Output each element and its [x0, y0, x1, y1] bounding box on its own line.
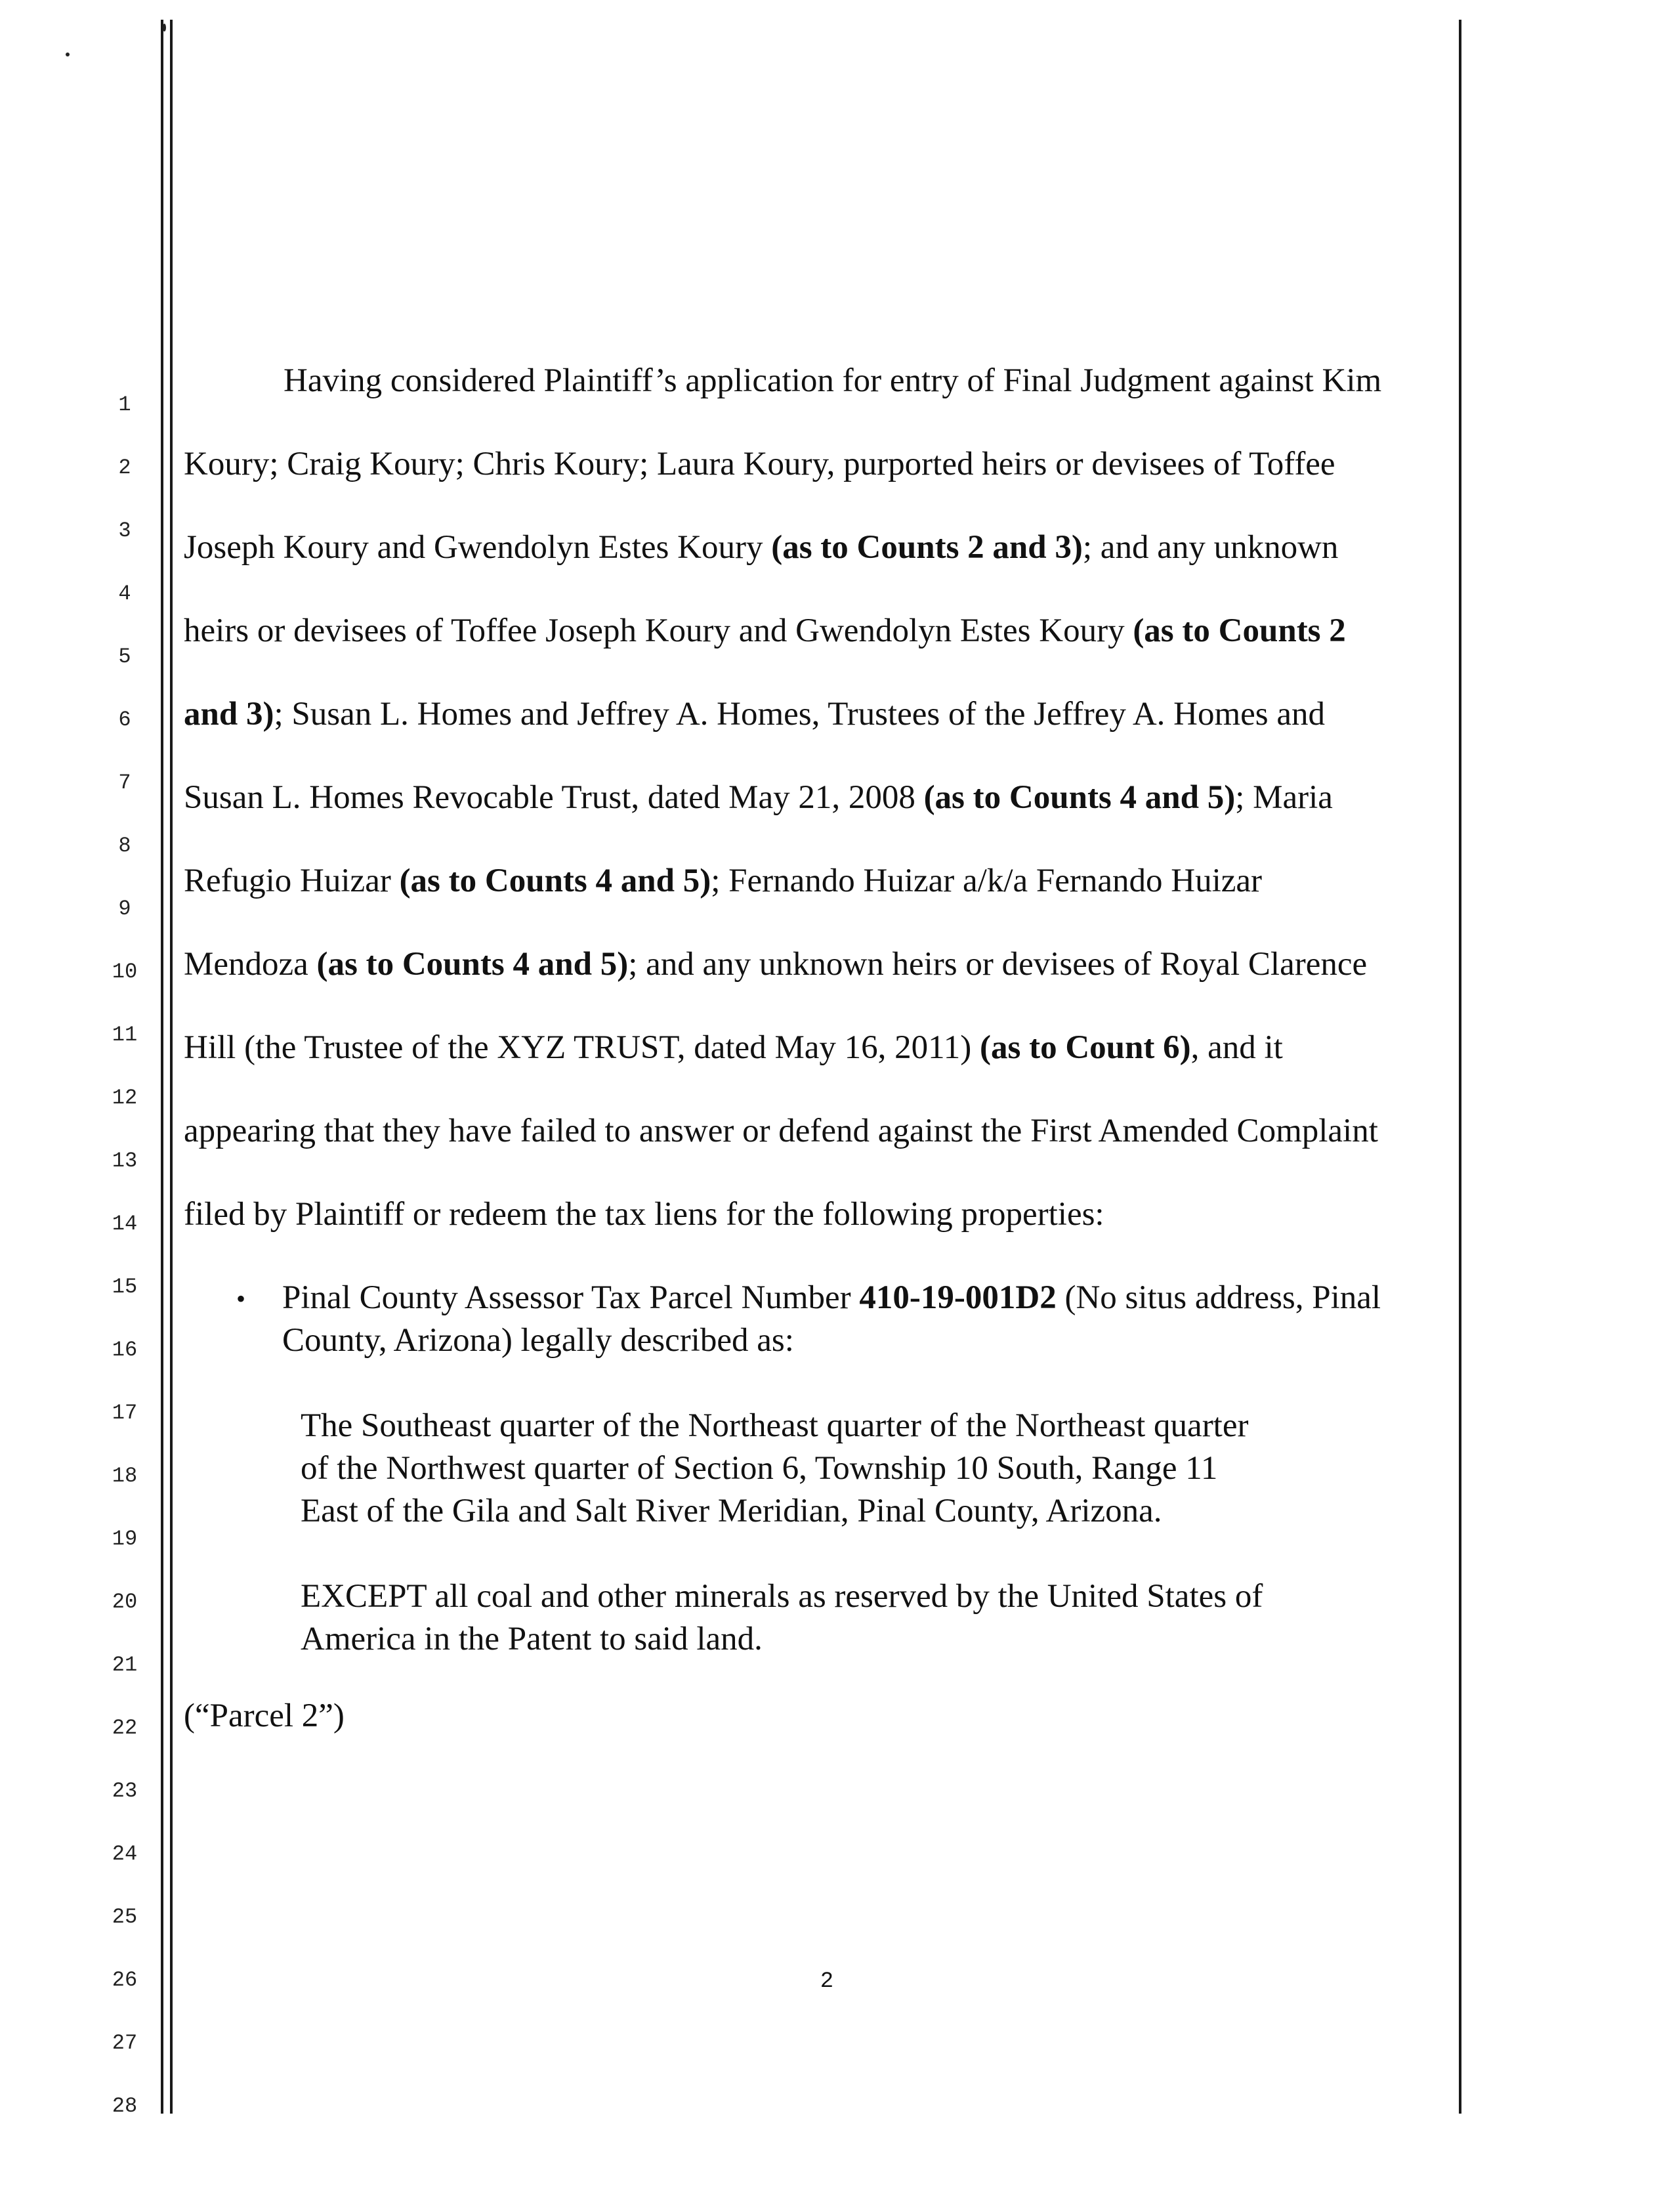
paragraph-text: appearing that they have failed to answer or defend against the First Amended Complaint [184, 1113, 1378, 1149]
line-number: 2 [118, 456, 131, 480]
line-number: 18 [112, 1464, 138, 1488]
line-number: 9 [118, 897, 131, 921]
bullet-line: County, Arizona) legally described as: [282, 1322, 794, 1359]
paragraph-text: ; Maria [1235, 779, 1333, 816]
paragraph-line [184, 780, 1460, 815]
legal-description-line: of the Northwest quarter of Section 6, Township 10 South, Range 11 [301, 1450, 1218, 1487]
count-reference: (as to Counts 4 and 5) [399, 863, 711, 899]
bullet-text: Pinal County Assessor Tax Parcel Number [282, 1279, 851, 1316]
paragraph-line [284, 363, 1560, 398]
line-number: 22 [112, 1716, 138, 1740]
paragraph-line [184, 696, 1460, 732]
line-number: 7 [118, 771, 131, 795]
left-margin-rule-outer [161, 20, 163, 2114]
scan-speck [66, 53, 70, 56]
line-number: 13 [112, 1149, 138, 1173]
paragraph-text: ; and any unknown heirs or devisees of Royal Clarence [628, 946, 1368, 983]
paragraph-line [184, 863, 1460, 899]
count-reference: (as to Count 6) [980, 1029, 1191, 1066]
paragraph-line [184, 530, 1460, 565]
line-number: 26 [112, 1968, 138, 1992]
line-number: 8 [118, 834, 131, 858]
paragraph-text: heirs or devisees of Toffee Joseph Koury and Gwendolyn Estes Koury [184, 612, 1125, 649]
legal-exception-line: America in the Patent to said land. [301, 1621, 763, 1657]
legal-exception-line: EXCEPT all coal and other minerals as reserved by the United States of [301, 1578, 1263, 1615]
line-number: 21 [112, 1653, 138, 1677]
line-number: 27 [112, 2031, 138, 2055]
legal-description-line: East of the Gila and Salt River Meridian, Pinal County, Arizona. [301, 1493, 1162, 1529]
paragraph-text: Joseph Koury and Gwendolyn Estes Koury [184, 529, 763, 566]
right-margin-rule [1459, 20, 1461, 2114]
bullet-text: (No situs address, Pinal [1064, 1279, 1381, 1316]
parcel-label: (“Parcel 2”) [184, 1697, 345, 1734]
bullet-marker: • [236, 1284, 246, 1313]
parcel-number: 410-19-001D2 [859, 1279, 1057, 1316]
paragraph-text: Refugio Huizar [184, 863, 391, 899]
paragraph-text: ; and any unknown [1082, 529, 1339, 566]
paragraph-text: Koury; Craig Koury; Chris Koury; Laura Koury, purported heirs or devisees of Toffee [184, 446, 1335, 482]
paragraph-text: Susan L. Homes Revocable Trust, dated May 21, 2008 [184, 779, 915, 816]
line-number: 20 [112, 1590, 138, 1614]
paragraph-text: , and it [1190, 1029, 1283, 1066]
line-number: 11 [112, 1023, 138, 1047]
count-reference: (as to Counts 4 and 5) [923, 779, 1236, 816]
line-number: 23 [112, 1779, 138, 1803]
line-number: 5 [118, 645, 131, 669]
legal-exception [301, 1575, 1263, 1661]
line-number: 14 [112, 1212, 138, 1236]
line-number: 24 [112, 1842, 138, 1866]
line-number: 17 [112, 1401, 138, 1425]
count-reference: (as to Counts 2 [1133, 612, 1346, 649]
page-number: 2 [820, 1969, 834, 1994]
paragraph-line [184, 446, 1460, 482]
paragraph-line [184, 947, 1460, 982]
left-margin-rule-inner [170, 20, 173, 2114]
paragraph-text: ; Fernando Huizar a/k/a Fernando Huizar [711, 863, 1263, 899]
line-number: 10 [112, 960, 138, 984]
count-reference: (as to Counts 2 and 3) [771, 529, 1083, 566]
line-number: 28 [112, 2094, 138, 2118]
paragraph-text: filed by Plaintiff or redeem the tax liens for the following properties: [184, 1196, 1104, 1233]
bullet-line [282, 1277, 1381, 1319]
line-number: 15 [112, 1275, 138, 1299]
paragraph-text: Hill (the Trustee of the XYZ TRUST, dated May 16, 2011) [184, 1029, 972, 1066]
line-number: 16 [112, 1338, 138, 1362]
count-reference: (as to Counts 4 and 5) [316, 946, 629, 983]
line-number: 4 [118, 582, 131, 606]
line-number: 6 [118, 708, 131, 732]
paragraph-line [184, 1030, 1460, 1065]
line-number: 12 [112, 1086, 138, 1110]
legal-description [301, 1405, 1248, 1533]
legal-description-line: The Southeast quarter of the Northeast quarter of the Northeast quarter [301, 1407, 1249, 1444]
line-number: 1 [118, 393, 131, 417]
paragraph-line [184, 613, 1460, 649]
paragraph-text: Having considered Plaintiff’s application for entry of Final Judgment against Kim [284, 362, 1382, 399]
line-number: 3 [118, 519, 131, 543]
line-number: 25 [112, 1905, 138, 1929]
count-reference: and 3) [184, 696, 274, 733]
line-number: 19 [112, 1527, 138, 1551]
bullet-item [282, 1277, 1381, 1362]
paragraph-text: Mendoza [184, 946, 308, 983]
paragraph-line [184, 1113, 1460, 1149]
paragraph-text: ; Susan L. Homes and Jeffrey A. Homes, Trustees of the Jeffrey A. Homes and [274, 696, 1326, 733]
paragraph-line [184, 1197, 1460, 1232]
scan-speck [163, 24, 166, 32]
